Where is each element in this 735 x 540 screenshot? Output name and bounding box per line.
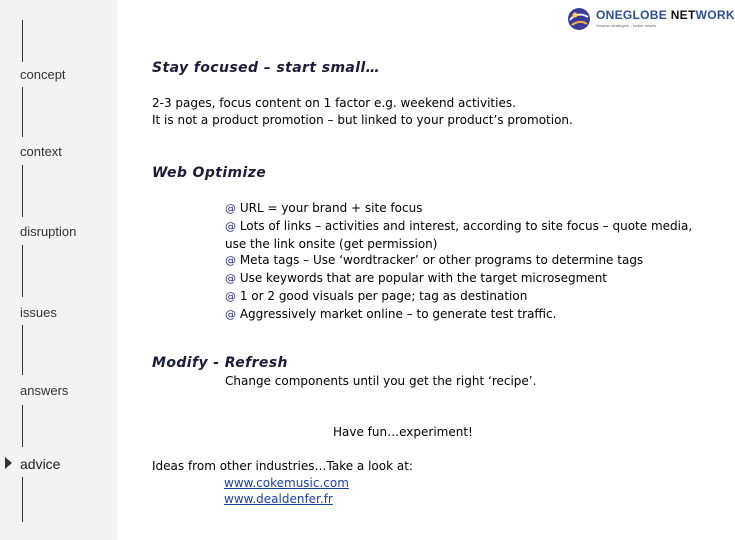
optimize-bullet-list [225, 200, 695, 324]
nav-divider [22, 245, 23, 297]
list-item [225, 252, 695, 270]
list-item [225, 270, 695, 288]
logo-brand-one: ONEGLOBE [596, 8, 671, 22]
bullet-text: Meta tags – Use ‘wordtracker’ or other programs to determine tags [239, 253, 644, 268]
at-bullet-icon: @ [225, 254, 236, 268]
nav-divider [22, 325, 23, 375]
nav-item-issues[interactable]: issues [20, 305, 57, 320]
at-bullet-icon: @ [225, 272, 236, 286]
list-item [225, 200, 695, 218]
nav-item-concept[interactable]: concept [20, 67, 66, 82]
have-fun-text: Have fun…experiment! [333, 425, 473, 439]
nav-divider [22, 165, 23, 217]
logo-brand-net: NET [670, 8, 696, 22]
bullet-text: Lots of links – activities and interest, according to site focus – quote media, use the link onsite (get permission) [225, 218, 693, 251]
logo-brand-text [596, 8, 735, 22]
heading-web-optimize: Web Optimize [152, 165, 267, 181]
active-arrow-icon [5, 457, 12, 469]
heading-stay-focused: Stay focused – start small… [152, 60, 381, 76]
globe-icon [566, 6, 592, 32]
nav-item-advice[interactable]: advice [20, 456, 61, 472]
bullet-text: URL = your brand + site focus [239, 201, 423, 215]
body-text: 2-3 pages, focus content on 1 factor e.g. weekend activities. [152, 96, 516, 110]
bullet-text: Use keywords that are popular with the target microsegment [239, 271, 607, 286]
nav-divider [22, 87, 23, 137]
logo-tagline: Smarter strategies... better results [596, 23, 657, 28]
nav-divider [22, 405, 23, 447]
body-text: Change components until you get the right ‘recipe’. [225, 374, 537, 388]
at-bullet-icon: @ [225, 219, 236, 233]
list-item [225, 218, 695, 253]
sidebar-nav [0, 0, 117, 540]
bullet-text: Aggressively market online – to generate test traffic. [239, 306, 557, 321]
link-dealdenfer[interactable]: www.dealdenfer.fr [224, 492, 333, 506]
logo-brand-work: WORK [695, 8, 735, 22]
ideas-intro-text: Ideas from other industries…Take a look at: [152, 459, 413, 473]
at-bullet-icon: @ [225, 202, 236, 215]
nav-item-answers[interactable]: answers [20, 383, 69, 398]
body-text: It is not a product promotion – but linked to your product’s promotion. [152, 113, 573, 127]
heading-modify-refresh: Modify - Refresh [152, 355, 288, 371]
at-bullet-icon: @ [225, 307, 236, 321]
nav-item-context[interactable]: context [20, 144, 62, 159]
bullet-text: 1 or 2 good visuals per page; tag as destination [239, 288, 528, 303]
nav-divider [22, 477, 23, 522]
nav-item-disruption[interactable]: disruption [20, 224, 77, 239]
nav-divider [22, 20, 23, 62]
list-item [225, 288, 695, 306]
oneglobe-logo [566, 6, 735, 32]
link-cokemusic[interactable]: www.cokemusic.com [224, 476, 349, 490]
list-item [225, 306, 695, 324]
at-bullet-icon: @ [225, 289, 236, 303]
